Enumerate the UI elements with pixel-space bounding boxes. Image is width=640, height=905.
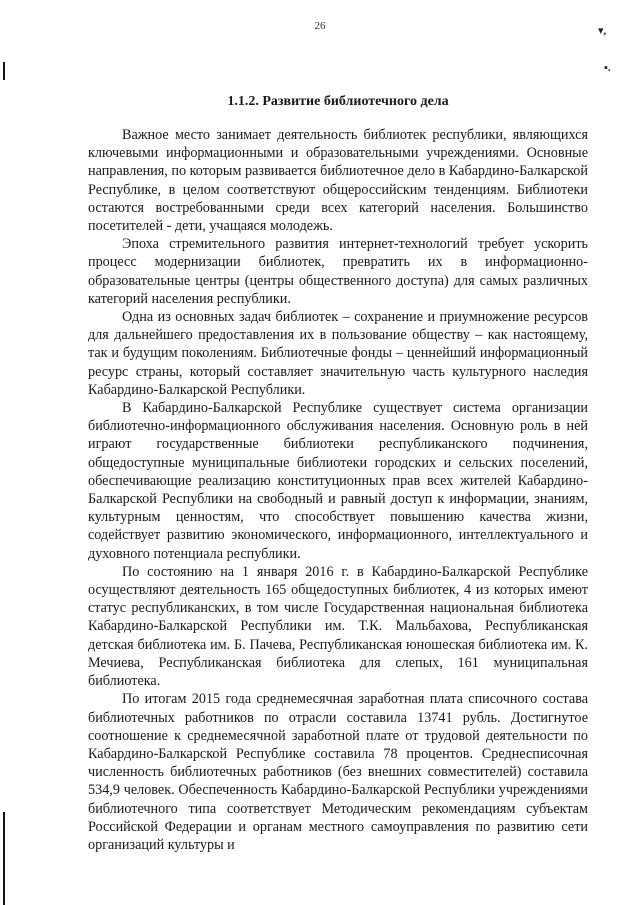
scan-edge-line-bottom [3,812,5,905]
document-body [88,126,588,854]
paragraph-modernization: Эпоха стремительного развития интернет-технологий требует ускорить процесс модернизации библиотек, превратить их в информационно-образовательные центры (центры общественного доступа) для самых различных категорий населения республики. [88,236,588,307]
paragraph-preservation: Одна из основных задач библиотек – сохранение и приумножение ресурсов для дальнейшего предоставления их в пользование обществу – как настоящему, так и будущим поколениям. Библиотечные фонды – ценнейший информационный ресурс страны, который составляет значительную часть культурного наследия Кабардино-Балкарской Республики. [88,309,588,398]
scan-mark-lower: ▪. [604,62,611,74]
scan-edge-line-top [3,62,5,80]
scan-mark-top: ▾, [598,25,607,37]
paragraph-library-role: Важное место занимает деятельность библиотек республики, являющихся ключевыми информационными и образовательными учреждениями. Основные направления, по которым развивается библиотечное дело в Кабардино-Балкарской Республике, в целом соответствуют общероссийским тенденциям. Библиотеки остаются востребованными среди всех категорий населения. Большинство посетителей - дети, учащаяся молодежь. [88,127,588,235]
paragraph-salary-stats: По итогам 2015 года среднемесячная заработная плата списочного состава библиотечных работников по отрасли составила 13741 рубль. Достигнутое соотношение к среднемесячной заработной плате от трудовой деятельности по Кабардино-Балкарской Республике составила 78 процентов. Среднесписочная численность библиотечных работников (без внешних совместителей) составила 534,9 человек. Обеспеченность Кабардино-Балкарской Республики учреждениями библиотечного типа соответствует Методическим рекомендациям субъектам Российской Федерации и органам местного самоуправления по развитию сети организаций культуры и [88,691,588,853]
paragraph-library-system: В Кабардино-Балкарской Республике существует система организации библиотечно-информационного обслуживания населения. Основную роль в ней играют государственные библиотеки республиканского подчинения, общедоступные муниципальные библиотеки городских и сельских поселений, обеспечивающие реализацию конституционных прав всех жителей Кабардино-Балкарской Республики на свободный и равный доступ к информации, знаниям, культурным ценностям, что способствует повышению качества жизни, содействует развитию экономического, информационного, интеллектуального и духовного потенциала республики. [88,400,588,562]
section-heading: 1.1.2. Развитие библиотечного дела [227,94,449,109]
page-number: 26 [314,20,326,32]
paragraph-library-count: По состоянию на 1 января 2016 г. в Кабардино-Балкарской Республике осуществляют деятельность 165 общедоступных библиотек, 4 из которых имеют статус республиканских, в том числе Государственная национальная библиотека Кабардино-Балкарской Республики им. Т.К. Мальбахова, Республиканская детская библиотека им. Б. Пачева, Республиканская юношеская библиотека им. К. Мечиева, Республиканская библиотека для слепых, 161 муниципальная библиотека. [88,563,588,690]
